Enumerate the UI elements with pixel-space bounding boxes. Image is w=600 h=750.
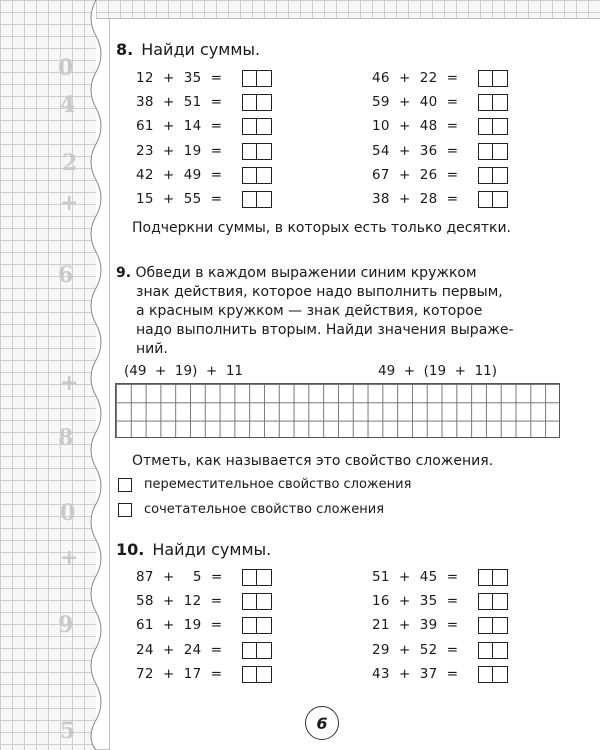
task-10-exercise: [372, 664, 508, 684]
top-grid-strip: [96, 0, 600, 19]
answer-boxes[interactable]: [478, 666, 508, 683]
expression: 61 + 14 =: [136, 118, 223, 134]
answer-boxes[interactable]: [478, 642, 508, 659]
expression: 15 + 55 =: [136, 191, 223, 207]
task-9-number: 9.: [116, 265, 132, 281]
answer-boxes[interactable]: [242, 118, 272, 135]
answer-boxes[interactable]: [242, 191, 272, 208]
expression: 58 + 12 =: [136, 593, 223, 609]
task-10-number: 10.: [116, 540, 145, 559]
margin-digit: 6: [58, 262, 74, 288]
option-label: переместительное свойство сложения: [144, 477, 412, 492]
task-10-exercise: [136, 567, 272, 587]
checkbox[interactable]: [118, 478, 132, 492]
task-10-exercise: [372, 615, 508, 635]
expression: 46 + 22 =: [372, 70, 459, 86]
answer-boxes[interactable]: [242, 569, 272, 586]
task-9-line: ний.: [136, 341, 168, 357]
answer-boxes[interactable]: [478, 118, 508, 135]
task-8-exercise: [136, 165, 272, 185]
task-10-exercise: [136, 664, 272, 684]
answer-boxes[interactable]: [242, 666, 272, 683]
margin-digit: +: [60, 370, 79, 396]
expression: 23 + 19 =: [136, 143, 223, 159]
task-8-exercise: [136, 116, 272, 136]
expression: 21 + 39 =: [372, 617, 459, 633]
task-10-exercise: [136, 640, 272, 660]
task-8-title-text: Найди суммы.: [141, 40, 261, 59]
task-10-exercise: [372, 591, 508, 611]
page-number: 6: [305, 706, 339, 740]
task-8-exercise: [372, 189, 508, 209]
expression: 87 + 5 =: [136, 569, 223, 585]
task-8-exercise: [136, 68, 272, 88]
expression: 43 + 37 =: [372, 666, 459, 682]
task-10-title-text: Найди суммы.: [152, 540, 272, 559]
margin-digit: 9: [58, 612, 74, 638]
answer-boxes[interactable]: [478, 593, 508, 610]
task-10-exercise: [136, 591, 272, 611]
task-8-exercise: [372, 92, 508, 112]
margin-digit: +: [60, 545, 79, 571]
task-10-exercise: [372, 567, 508, 587]
answer-boxes[interactable]: [478, 143, 508, 160]
task-8-exercise: [136, 141, 272, 161]
task-8-number: 8.: [116, 40, 134, 59]
answer-boxes[interactable]: [242, 94, 272, 111]
margin-digit: 8: [58, 425, 74, 451]
margin-digit: 0: [60, 500, 76, 526]
task-9-line: надо выполнить вторым. Найди значения выраже-: [136, 322, 514, 338]
margin-wave-edge: [70, 0, 110, 750]
margin-digit: 4: [60, 92, 76, 118]
task-9-expression-left: (49 + 19) + 11: [124, 363, 244, 379]
task-9-expression-right: 49 + (19 + 11): [378, 363, 498, 379]
margin-digit: +: [60, 190, 79, 216]
margin-digit: 0: [58, 55, 74, 81]
answer-boxes[interactable]: [478, 70, 508, 87]
task-8-exercise: [372, 68, 508, 88]
answer-boxes[interactable]: [478, 569, 508, 586]
answer-boxes[interactable]: [242, 70, 272, 87]
answer-boxes[interactable]: [242, 167, 272, 184]
expression: 12 + 35 =: [136, 70, 223, 86]
task-8-title: [116, 40, 260, 59]
expression: 42 + 49 =: [136, 167, 223, 183]
option-associative[interactable]: [118, 502, 384, 517]
task-8-exercise: [136, 189, 272, 209]
task-8-exercise: [372, 116, 508, 136]
option-commutative[interactable]: [118, 477, 411, 492]
answer-grid[interactable]: [115, 383, 560, 438]
checkbox[interactable]: [118, 503, 132, 517]
expression: 54 + 36 =: [372, 143, 459, 159]
task-8-exercise: [372, 141, 508, 161]
task-9-question: Отметь, как называется это свойство сложения.: [132, 453, 494, 469]
expression: 24 + 24 =: [136, 642, 223, 658]
expression: 16 + 35 =: [372, 593, 459, 609]
task-9-line: знак действия, которое надо выполнить первым,: [136, 284, 503, 300]
answer-boxes[interactable]: [478, 167, 508, 184]
expression: 38 + 28 =: [372, 191, 459, 207]
expression: 67 + 26 =: [372, 167, 459, 183]
expression: 51 + 45 =: [372, 569, 459, 585]
expression: 10 + 48 =: [372, 118, 459, 134]
task-10-exercise: [372, 640, 508, 660]
margin-digit: 5: [60, 718, 76, 744]
option-label: сочетательное свойство сложения: [144, 502, 385, 517]
answer-boxes[interactable]: [242, 617, 272, 634]
task-9-instructions: [116, 264, 556, 359]
answer-boxes[interactable]: [242, 642, 272, 659]
task-9-line: Обведи в каждом выражении синим кружком: [135, 265, 477, 281]
expression: 72 + 17 =: [136, 666, 223, 682]
task-8-exercise: [136, 92, 272, 112]
task-9-line: а красным кружком — знак действия, которое: [136, 303, 483, 319]
answer-boxes[interactable]: [242, 143, 272, 160]
expression: 38 + 51 =: [136, 94, 223, 110]
expression: 61 + 19 =: [136, 617, 223, 633]
task-10-exercise: [136, 615, 272, 635]
task-8-exercise: [372, 165, 508, 185]
answer-boxes[interactable]: [242, 593, 272, 610]
task-8-note: Подчеркни суммы, в которых есть только десятки.: [132, 220, 512, 236]
expression: 59 + 40 =: [372, 94, 459, 110]
answer-boxes[interactable]: [478, 617, 508, 634]
margin-digit: 2: [62, 150, 78, 176]
answer-boxes[interactable]: [478, 191, 508, 208]
expression: 29 + 52 =: [372, 642, 459, 658]
task-10-title: [116, 540, 271, 559]
answer-boxes[interactable]: [478, 94, 508, 111]
